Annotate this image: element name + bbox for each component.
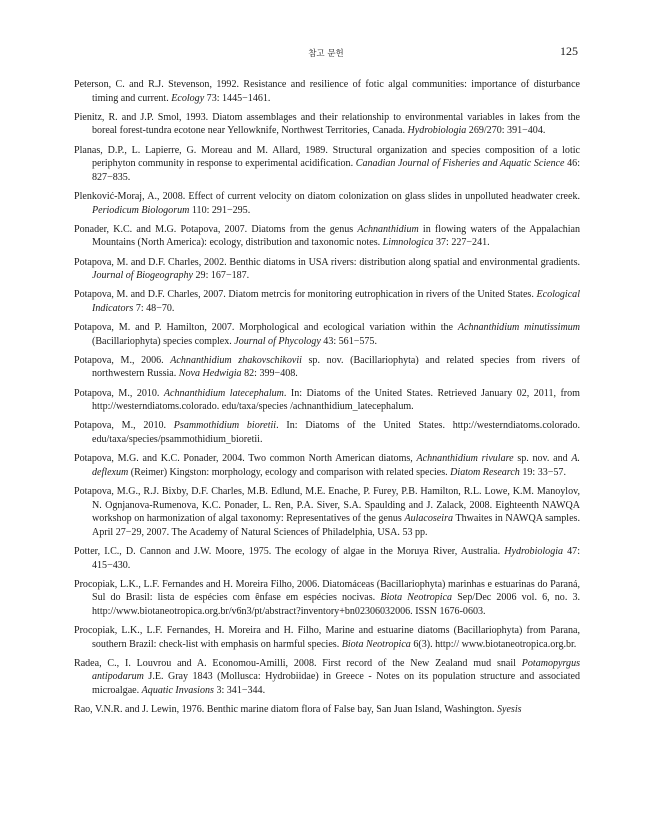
reference-italic-text: Achnanthidium zhakovschikovii [170, 354, 302, 366]
reference-text: Planas, D.P., L. Lapierre, G. Moreau and M. Allard, 1989. Structural organization and species composition of a lotic periphyton community in response to experimental acidification. [74, 144, 580, 170]
reference-text: Potapova, M.G. and K.C. Ponader, 2004. Two common North American diatoms, [74, 453, 417, 465]
reference-italic-text: Achnanthidium [357, 223, 419, 235]
reference-italic-text: Biota Neotropica [380, 592, 453, 604]
reference-text: Sep/Dec 2006 vol. 6, no. 3. http://www.biotaneotropica.org.br/v6n3/pt/abstract?inventory+bn02306032006. ISSN 1676-0603. [92, 592, 580, 617]
reference-text: Peterson, C. and R.J. Stevenson, 1992. Resistance and resilience of fotic algal communities: importance of disturbance timing and current. [74, 79, 580, 104]
reference-entry [74, 387, 580, 414]
reference-text: (Bacillariophyta) species complex. [92, 335, 235, 347]
reference-entry [74, 288, 580, 315]
reference-text: J.E. Gray 1843 (Mollusca: Hydrobiidae) in Greece - Notes on its population structure and associated microalgae. [92, 671, 580, 697]
reference-text: Potapova, M., 2010. [74, 420, 174, 432]
reference-italic-text: Achnanthidium rivulare [416, 453, 514, 465]
reference-text: Procopiak, L.K., L.F. Fernandes, H. Moreira and H. Filho, Marine and estuarine diatoms (Bacillariophyta) from Parana, southern Brazil: check-list with emphasis on harmful species. [74, 625, 580, 650]
reference-text: Ponader, K.C. and M.G. Potapova, 2007. Diatoms from the genus [74, 223, 358, 235]
reference-italic-text: Journal of Phycology [234, 335, 321, 347]
reference-italic-text: Ecological Indicators [92, 289, 580, 314]
reference-entry [74, 223, 580, 250]
reference-text: 73: 1445−1461. [204, 92, 271, 104]
reference-text: 37: 227−241. [433, 237, 490, 249]
reference-text: Pienitz, R. and J.P. Smol, 1993. Diatom assemblages and their relationship to environmental variables in lakes from the boreal forest-tundra ecotone near Yellowknife, Northwest Territories, Canada. [74, 111, 580, 137]
reference-text: Plenković-Moraj, A., 2008. Effect of current velocity on diatom colonization on glass slides in unpolluted headwater creek. [74, 190, 580, 202]
reference-italic-text: Hydrobiologia [407, 125, 467, 137]
reference-entry [74, 578, 580, 619]
reference-text: . In: Diatoms of the United States. http://westerndiatoms.colorado. edu/taxa/species/psammothidium_bioretii. [92, 420, 580, 445]
reference-text: Potapova, M. and D.F. Charles, 2002. Benthic diatoms in USA rivers: distribution along spatial and environmental gradients. [74, 256, 580, 268]
reference-text: 110: 291−295. [189, 204, 251, 216]
header-title: 참고 문헌 [308, 49, 344, 59]
reference-italic-text: A. deflexum [92, 453, 580, 478]
reference-text: Radea, C., I. Louvrou and A. Economou-Amilli, 2008. First record of the New Zealand mud snail [74, 657, 522, 669]
reference-text: 46: 827−835. [92, 158, 580, 183]
reference-text: 29: 167−187. [193, 270, 250, 282]
reference-text: 82: 399−408. [241, 368, 298, 380]
reference-text: 3: 341−344. [213, 685, 266, 697]
reference-italic-text: Ecology [171, 92, 205, 104]
reference-text: 43: 561−575. [320, 335, 377, 347]
reference-text: Rao, V.N.R. and J. Lewin, 1976. Benthic marine diatom flora of False bay, San Juan Island, Washington. [74, 704, 497, 716]
reference-entry [74, 190, 580, 217]
reference-entry [74, 111, 580, 138]
reference-text: . In: Diatoms of the United States. Retrieved January 02, 2011, from http://westerndiatoms.colorado. edu/taxa/species /achnanthidium_latecephalum. [92, 387, 580, 413]
reference-text: (Reimer) Kingston: morphology, ecology and comparison with related species. [128, 466, 451, 478]
reference-text: 7: 48−70. [133, 302, 175, 314]
reference-italic-text: Biota Neotropica [341, 638, 411, 650]
reference-text: 47: 415−430. [92, 545, 580, 571]
reference-italic-text: Aulacoseira [404, 513, 454, 525]
reference-entry [74, 78, 580, 105]
reference-text: Potapova, M. and D.F. Charles, 2007. Diatom metrcis for monitoring eutrophication in rivers of the United States. [74, 289, 537, 301]
reference-italic-text: Periodicum Biologorum [92, 204, 190, 216]
reference-entry [74, 703, 580, 717]
reference-italic-text: Canadian Journal of Fisheries and Aquatic Science [355, 158, 565, 170]
reference-list [74, 78, 580, 722]
reference-text: Procopiak, L.K., L.F. Fernandes and H. Moreira Filho, 2006. Diatomáceas (Bacillariophyta) marinhas e estuarinas do Paraná, Sul do Brasil: lista de espécies com ênfase em espécies nocivas. [74, 578, 580, 604]
reference-entry [74, 419, 580, 446]
reference-text: Potapova, M., 2006. [74, 354, 171, 366]
reference-italic-text: Limnologica [382, 237, 434, 249]
reference-text: 6(3). http:// www.biotaneotropica.org.br. [410, 638, 577, 650]
reference-italic-text: Syesis [496, 704, 522, 716]
reference-text: 19: 33−57. [519, 466, 566, 478]
reference-text: 269/270: 391−404. [466, 125, 546, 137]
reference-text: Potapova, M., 2010. [74, 387, 164, 399]
reference-text: Potter, I.C., D. Cannon and J.W. Moore, 1975. The ecology of algae in the Moruya River, Australia. [74, 545, 505, 557]
reference-italic-text: Achnanthidium minutissimum [457, 322, 580, 334]
reference-italic-text: Hydrobiologia [504, 545, 564, 557]
reference-text: in flowing waters of the Appalachian Mountains (North America): ecology, distribution and taxonomic notes. [92, 223, 580, 249]
reference-entry [74, 452, 580, 479]
reference-text: Potapova, M. and P. Hamilton, 2007. Morphological and ecological variation within the [74, 322, 458, 334]
reference-entry [74, 321, 580, 348]
reference-italic-text: Nova Hedwigia [178, 368, 242, 380]
reference-text: sp. nov. and [513, 453, 572, 465]
running-header [0, 44, 652, 60]
reference-entry [74, 256, 580, 283]
reference-entry [74, 354, 580, 381]
page-number: 125 [560, 44, 578, 58]
reference-entry [74, 545, 580, 572]
reference-italic-text: Aquatic Invasions [141, 685, 214, 697]
reference-italic-text: Journal of Biogeography [92, 270, 194, 282]
reference-entry [74, 485, 580, 539]
reference-italic-text: Diatom Research [450, 466, 520, 478]
reference-text: Potapova, M.G., R.J. Bixby, D.F. Charles, M.B. Edlund, M.E. Enache, P. Furey, P.B. Hamilton, R.L. Lowe, K.M. Manoylov, N. Ognjanova-Rumenova, K.C. Ponader, L. Ren, P.A. Siver, S.A. Spaulding and J. Zalack, 2008. Eighteenth NAWQA workshop on harmonization of algal taxonomy: Representatives of the genus [74, 485, 580, 525]
reference-text: sp. nov. (Bacillariophyta) and related species from rivers of northwestern Russia. [92, 354, 580, 380]
reference-italic-text: Psammothidium bioretii [173, 420, 277, 432]
reference-entry [74, 657, 580, 698]
reference-entry [74, 144, 580, 185]
reference-text: Thwaites in NAWQA samples. April 27−29, 2007. The Academy of Natural Sciences of Philadelphia, USA. 53 pp. [92, 513, 580, 538]
reference-entry [74, 624, 580, 651]
reference-italic-text: Potamopyrgus antipodarum [92, 657, 580, 683]
reference-italic-text: Achnanthidium latecephalum [163, 387, 284, 399]
